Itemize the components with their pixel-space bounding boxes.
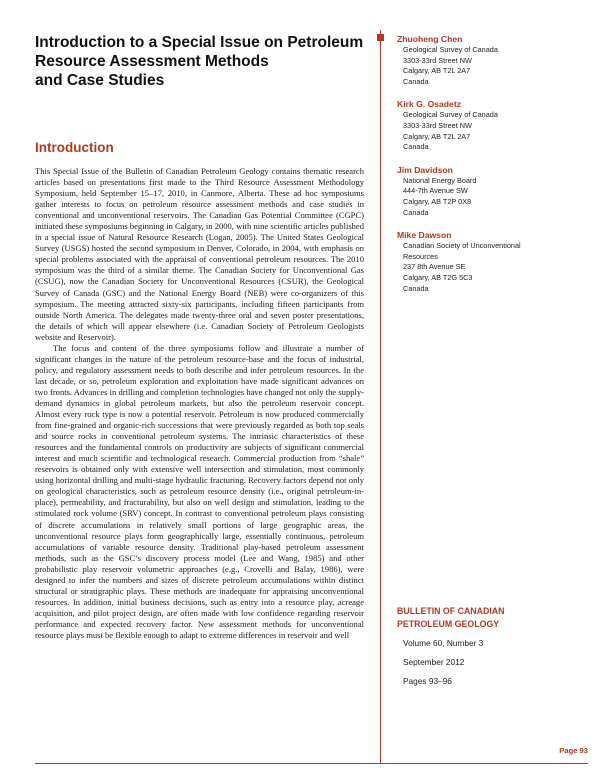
affiliation-line: Calgary, AB T2L 2A7 (403, 66, 471, 76)
author-name: Jim Davidson (397, 164, 453, 175)
journal-name-line: PETROLEUM GEOLOGY (397, 619, 500, 629)
journal-pages: Pages 93–96 (403, 676, 452, 686)
body-paragraph: This Special Issue of the Bulletin of Canadian Petroleum Geology contains thematic research articles based on presentations first made to the Third Resource Assessment Methodology Symposium, held September 15–17, 2010, in Canmore, Alberta. These ad hoc symposiums gather interests to focus on petroleum resource assessment methods and case studies in conventional and unconventional reservoirs. The Canadian Gas Potential Committee (CGPC) initiated these symposiums beginning in Calgary, in 2000, with nine scientific articles published in a special issue of Natural Resource Research (Logan, 2005). The United States Geological Survey (USGS) hosted the second symposium in Denver, Colorado, in 2004, with emphasis on special problems associated with the appraisal of conventional petroleum resources. The 2010 symposium was the third of a similar theme. The Canadian Society for Unconventional Gas (CSUG), now the Canadian Society for Unconventional Resources (CSUR), the Geological Survey of Canada (GSC) and the National Energy Board (NEB) were co-organizers of this symposium. The meeting attracted sixty-six participants, including fifteen participants from outside North America. The delegates made twenty-three oral and seven poster presentations, the details of which will appear elsewhere (i.e. Canadian Society of Petroleum Geologists website and Reservoir). (35, 166, 364, 342)
article-body (35, 166, 364, 641)
author-name: Zhuoheng Chen (397, 34, 463, 44)
author-name: Mike Dawson (397, 230, 452, 241)
affiliation-line: Canada (403, 142, 429, 152)
body-paragraph: The focus and content of the three symposiums follow and illustrate a number of significant changes in the nature of the petroleum resource-base and the focus of industrial, policy, and regulatory assessment needs to both describe and infer petroleum resources. In the last decade, or so, petroleum exploration and exploitation have made significant advances on two fronts. Advances in drilling and completion technologies have changed not only the supply-demand dynamics in global petroleum markets, but also the petroleum reservoir concept. Almost every rock type is now a potential reservoir. Petroleum is now produced commercially from fine-grained and organic-rich successions that were previously regarded as both top seals and source rocks in conventional petroleum systems. The intrinsic characteristics of these resources and the fundamental controls on productivity are subjects of significant commercial interest and much scientific and technological research. Commercial production from “shale” reservoirs is obtained only with extensive well intersection and stimulation, most commonly using horizontal drilling and multi-stage hydraulic fracturing. Recovery factors depend not only on geological characteristics, such as petroleum resource density (i.e., original petroleum-in-place), permeability, and fracturability, but also on well design and stimulation, leading to the stimulated rock volume (SRV) concept. In contrast to conventional petroleum plays consisting of discrete accumulations in relatively small portions of large geographic areas, the unconventional resource plays form geographically large, essentially continuous, petroleum accumulations of variable resource density. Traditional play-based petroleum assessment methods, such as the GSC’s discovery process model (Lee and Wang, 1985) and other probabilistic play reservoir volumetric approaches (e.g., Crovelli and Balay, 1986), were designed to infer the numbers and sizes of discrete petroleum accumulations within distinct structural or stratigraphic plays. These methods are inadequate for appraising unconventional resources. In addition, initial business decisions, such as entry into a resource play, acreage acquisition, and pilot project design, are often made with low confidence regarding reservoir performance and expected recovery factor. New assessment methods for unconventional resource plays must be flexible enough to adapt to extreme differences in reservoir and well (35, 342, 364, 640)
footer-rule (35, 763, 588, 764)
title-line: and Case Studies (35, 72, 165, 89)
journal-date: September 2012 (403, 657, 465, 667)
affiliation-line: Calgary, AB T2L 2A7 (403, 131, 471, 141)
affiliation-line: Canada (403, 207, 429, 217)
journal-name-line: BULLETIN OF CANADIAN (397, 606, 505, 616)
author-block (397, 164, 587, 218)
affiliation-line: Geological Survey of Canada (403, 110, 498, 120)
title-line: Resource Assessment Methods (35, 53, 269, 70)
affiliation-line: 237 8th Avenue SE (403, 262, 466, 272)
affiliation-line: Resources (403, 251, 438, 261)
accent-square (377, 34, 384, 41)
article-title (35, 33, 365, 90)
affiliation-line: Canadian Society of Unconventional (403, 241, 521, 251)
author-block (397, 33, 587, 87)
author-list (397, 33, 587, 305)
affiliation-line: Calgary, AB T2P 0X8 (403, 196, 472, 206)
affiliation-line: Geological Survey of Canada (403, 45, 498, 54)
affiliation-line: Canada (403, 76, 429, 86)
journal-meta (397, 637, 587, 688)
affiliation-line: 444-7th Avenue SW (403, 186, 468, 196)
author-block (397, 229, 587, 294)
journal-info (397, 605, 587, 694)
page-number: Page 93 (559, 746, 588, 755)
title-line: Introduction to a Special Issue on Petroleum (35, 34, 364, 51)
section-heading: Introduction (35, 140, 114, 155)
author-block (397, 98, 587, 152)
column-divider (380, 30, 381, 764)
affiliation-line: Canada (403, 283, 429, 293)
affiliation-line: 3303-33rd Street NW (403, 120, 472, 130)
affiliation-line: 3303-33rd Street NW (403, 55, 472, 65)
author-name: Kirk G. Osadetz (397, 99, 461, 110)
affiliation-line: Calgary, AB T2G 5C3 (403, 272, 473, 282)
journal-volume: Volume 60, Number 3 (403, 638, 484, 648)
affiliation-line: National Energy Board (403, 175, 477, 185)
